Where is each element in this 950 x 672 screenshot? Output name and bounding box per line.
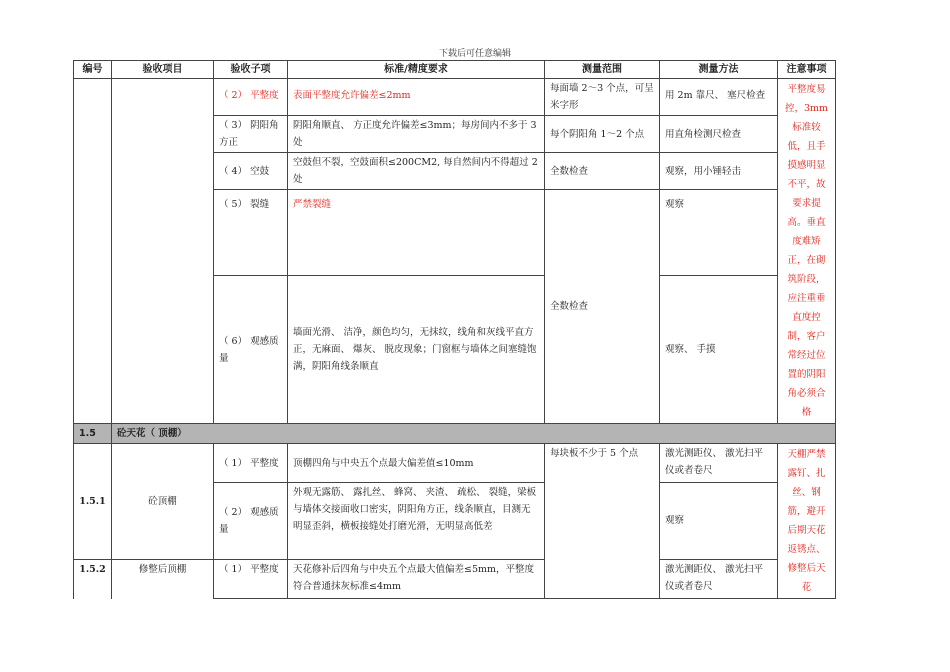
acceptance-table xyxy=(73,60,836,599)
range-ceiling-flatness: 每块板不少于 5 个点 xyxy=(545,444,660,599)
col-header-no: 编号 xyxy=(74,61,112,79)
method-appearance: 观察、 手摸 xyxy=(660,276,778,424)
sub-trimmed-flatness: （ 1） 平整度 xyxy=(214,559,288,598)
item-concrete-ceiling: 砼顶棚 xyxy=(112,444,214,560)
col-header-standard: 标准/精度要求 xyxy=(288,61,545,79)
method-ceiling-appearance: 观察 xyxy=(660,483,778,559)
standard-appearance: 墙面光滑、 洁净，颜色均匀，无抹纹，线角和灰线平直方正，无麻面、 爆灰、 脱皮现象；门窗框与墙体之间塞缝饱满，阴阳角线条顺直 xyxy=(288,276,545,424)
table-row xyxy=(74,444,836,483)
range-hollowing: 全数检查 xyxy=(545,153,660,190)
range-appearance: 全数检查 xyxy=(545,190,660,424)
col-header-item: 验收项目 xyxy=(112,61,214,79)
standard-ceiling-flatness: 顶棚四角与中央五个点最大偏差值≤10mm xyxy=(288,444,545,483)
sub-ceiling-flatness: （ 1） 平整度 xyxy=(214,444,288,483)
table-row xyxy=(74,79,836,116)
sub-appearance: （ 6） 观感质量 xyxy=(214,276,288,424)
range-corner-square: 每个阴阳角 1～2 个点 xyxy=(545,116,660,153)
col-header-notes: 注意事项 xyxy=(778,61,836,79)
no-cell-empty xyxy=(74,79,112,424)
item-number-1-5-2: 1.5.2 xyxy=(74,559,112,598)
notes-bottom: 天棚严禁露钉、扎丝、钢筋，避开后期天花返锈点、 修整后天花 xyxy=(778,444,836,599)
sub-hollowing: （ 4） 空鼓 xyxy=(214,153,288,190)
method-cracks: 观察 xyxy=(660,190,778,276)
table-row xyxy=(74,559,836,598)
method-hollowing: 观察，用小锤轻击 xyxy=(660,153,778,190)
page-header: 下载后可任意编辑 xyxy=(438,49,511,59)
item-number-1-5-1: 1.5.1 xyxy=(74,444,112,560)
method-flatness: 用 2m 靠尺、 塞尺检查 xyxy=(660,79,778,116)
item-cell-empty xyxy=(112,79,214,424)
standard-hollowing: 空鼓但不裂，空鼓面积≤200CM2, 每自然间内不得超过 2 处 xyxy=(288,153,545,190)
sub-corner-square: （ 3） 阴阳角方正 xyxy=(214,116,288,153)
sub-flatness: （ 2） 平整度 xyxy=(214,79,288,116)
method-ceiling-flatness: 激光测距仪、 激光扫平仪或者卷尺 xyxy=(660,444,778,483)
col-header-method: 测量方法 xyxy=(660,61,778,79)
col-header-range: 测量范围 xyxy=(545,61,660,79)
header-row xyxy=(74,61,836,79)
method-corner-square: 用直角检测尺检查 xyxy=(660,116,778,153)
section-number: 1.5 xyxy=(74,424,112,444)
standard-trimmed-flatness: 天花修补后四角与中央五个点最大值偏差≤5mm，平整度符合普通抹灰标准≤4mm xyxy=(288,559,545,598)
standard-ceiling-appearance: 外观无露筋、 露扎丝、 蜂窝、 夹渣、 疏松、 裂缝，梁板与墙体交接面收口密实，阴阳角方正，线条顺直，目测无明显歪斜，横板接缝处打磨光滑，无明显高低差 xyxy=(288,483,545,559)
section-title: 砼天花（ 顶棚） xyxy=(112,424,836,444)
sub-ceiling-appearance: （ 2） 观感质量 xyxy=(214,483,288,559)
section-row xyxy=(74,424,836,444)
standard-corner-square: 阴阳角顺直、 方正度允许偏差≤3mm；每房间内不多于 3 处 xyxy=(288,116,545,153)
standard-cracks: 严禁裂缝 xyxy=(288,190,545,276)
range-flatness: 每面墙 2～3 个点，可呈米字形 xyxy=(545,79,660,116)
item-trimmed-ceiling: 修整后顶棚 xyxy=(112,559,214,598)
notes-top: 平整度易控，3mm 标准较低，且手摸感明显不平，故要求提高。垂直度难矫正，在砌筑阶段，应注重垂直度控制，客户常经过位置的阴阳角必须合格 xyxy=(778,79,836,424)
sub-cracks: （ 5） 裂缝 xyxy=(214,190,288,276)
col-header-sub: 验收子项 xyxy=(214,61,288,79)
method-trimmed-flatness: 激光测距仪、 激光扫平仪或者卷尺 xyxy=(660,559,778,598)
standard-flatness: 表面平整度允许偏差≤2mm xyxy=(288,79,545,116)
